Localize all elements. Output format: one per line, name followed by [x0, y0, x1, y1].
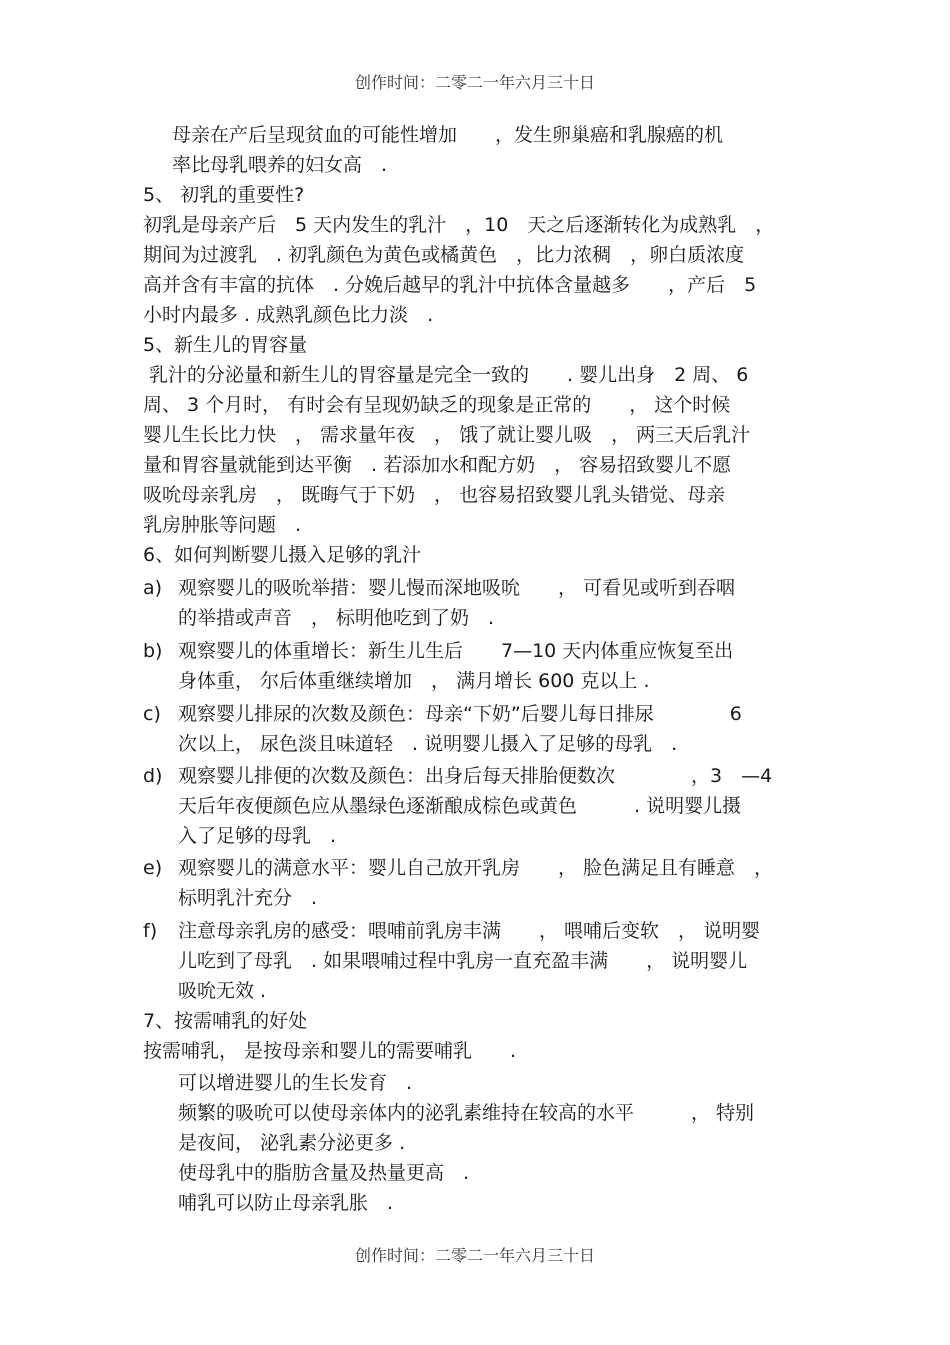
- list-item-line: 的举措或声音 ， 标明他吃到了奶 .: [178, 607, 495, 629]
- list-item-line: 观察婴儿的满意水平：婴儿自己放开乳房 ， 脸色满足且有睡意 ，: [178, 857, 774, 879]
- list-item-line: 观察婴儿的吸吮举措：婴儿慢而深地吸吮 ， 可看见或听到吞咽: [178, 577, 736, 599]
- paragraph-line: 量和胃容量就能到达平衡 . 若添加水和配方奶 ， 容易招致婴儿不愿: [143, 454, 732, 476]
- paragraph-line: 使母乳中的脂肪含量及热量更高 .: [178, 1162, 470, 1184]
- section-heading: 6、如何判断婴儿摄入足够的乳汁: [143, 544, 422, 566]
- paragraph-line: 乳汁的分泌量和新生儿的胃容量是完全一致的 . 婴儿出身 2 周、 6: [143, 364, 749, 386]
- paragraph-line: 小时内最多 . 成熟乳颜色比力淡 .: [143, 304, 434, 326]
- list-item-line: 观察婴儿的体重增长：新生儿生后 7—10 天内体重应恢复至出: [178, 640, 734, 662]
- paragraph-line: 频繁的吸吮可以使母亲体内的泌乳素维持在较高的水平 ， 特别: [178, 1102, 755, 1124]
- paragraph-line: 婴儿生长比力快 ， 需求量年夜 ， 饿了就让婴儿吸 ， 两三天后乳汁: [143, 424, 751, 446]
- list-item-line: 入了足够的母乳 .: [178, 825, 337, 847]
- page-footer: 创作时间：二零二一年六月三十日: [354, 1246, 595, 1265]
- list-item-line: 吸吮无效 .: [178, 980, 267, 1002]
- list-item-line: 次以上， 尿色淡且味道轻 . 说明婴儿摄入了足够的母乳 .: [178, 733, 678, 755]
- page-header: 创作时间：二零二一年六月三十日: [354, 73, 595, 92]
- list-marker: e): [143, 857, 163, 879]
- paragraph-line: 是夜间， 泌乳素分泌更多 .: [178, 1132, 406, 1154]
- list-marker: b): [143, 640, 163, 662]
- list-item-line: 天后年夜便颜色应从墨绿色逐渐酿成棕色或黄色 . 说明婴儿摄: [178, 795, 742, 817]
- paragraph-line: 周、 3 个月时， 有时会有呈现奶缺乏的现象是正常的 ， 这个时候: [143, 394, 731, 416]
- paragraph-line: 初乳是母亲产后 5 天内发生的乳汁 ，10 天之后逐渐转化为成熟乳 ，: [143, 214, 775, 236]
- paragraph-line: 乳房肿胀等问题 .: [143, 514, 302, 536]
- section-heading: 5、 初乳的重要性?: [143, 184, 305, 206]
- intro-line: 母亲在产后呈现贫血的可能性增加 ，发生卵巢癌和乳腺癌的机: [172, 124, 724, 146]
- list-item-line: 注意母亲乳房的感受：喂哺前乳房丰满 ， 喂哺后变软 ， 说明婴: [178, 920, 761, 942]
- list-marker: a): [143, 577, 163, 599]
- paragraph-line: 哺乳可以防止母亲乳胀 .: [178, 1192, 394, 1214]
- paragraph-line: 吸吮母亲乳房 ， 既晦气于下奶 ， 也容易招致婴儿乳头错觉、母亲: [143, 484, 726, 506]
- list-item-line: 身体重， 尔后体重继续增加 ， 满月增长 600 克以上 .: [178, 670, 650, 692]
- paragraph-line: 可以增进婴儿的生长发育 .: [178, 1072, 413, 1094]
- paragraph-line: 按需哺乳， 是按母亲和婴儿的需要哺乳 .: [143, 1040, 517, 1062]
- section-heading: 5、新生儿的胃容量: [143, 334, 308, 356]
- paragraph-line: 期间为过渡乳 . 初乳颜色为黄色或橘黄色 ，比力浓稠 ，卵白质浓度: [143, 244, 745, 266]
- list-item-line: 观察婴儿排尿的次数及颜色：母亲“下奶”后婴儿每日排尿 6: [178, 703, 742, 725]
- intro-line: 率比母乳喂养的妇女高 .: [172, 154, 388, 176]
- list-marker: c): [143, 703, 161, 725]
- section-heading: 7、按需哺乳的好处: [143, 1010, 308, 1032]
- list-item-line: 儿吃到了母乳 . 如果喂哺过程中乳房一直充盈丰满 ， 说明婴儿: [178, 950, 748, 972]
- list-item-line: 标明乳汁充分 .: [178, 887, 318, 909]
- list-marker: d): [143, 765, 163, 787]
- list-item-line: 观察婴儿排便的次数及颜色：出身后每天排胎便数次 ，3 —4: [178, 765, 773, 787]
- list-marker: f): [143, 920, 158, 942]
- paragraph-line: 高并含有丰富的抗体 . 分娩后越早的乳汁中抗体含量越多 ，产后 5: [143, 274, 757, 296]
